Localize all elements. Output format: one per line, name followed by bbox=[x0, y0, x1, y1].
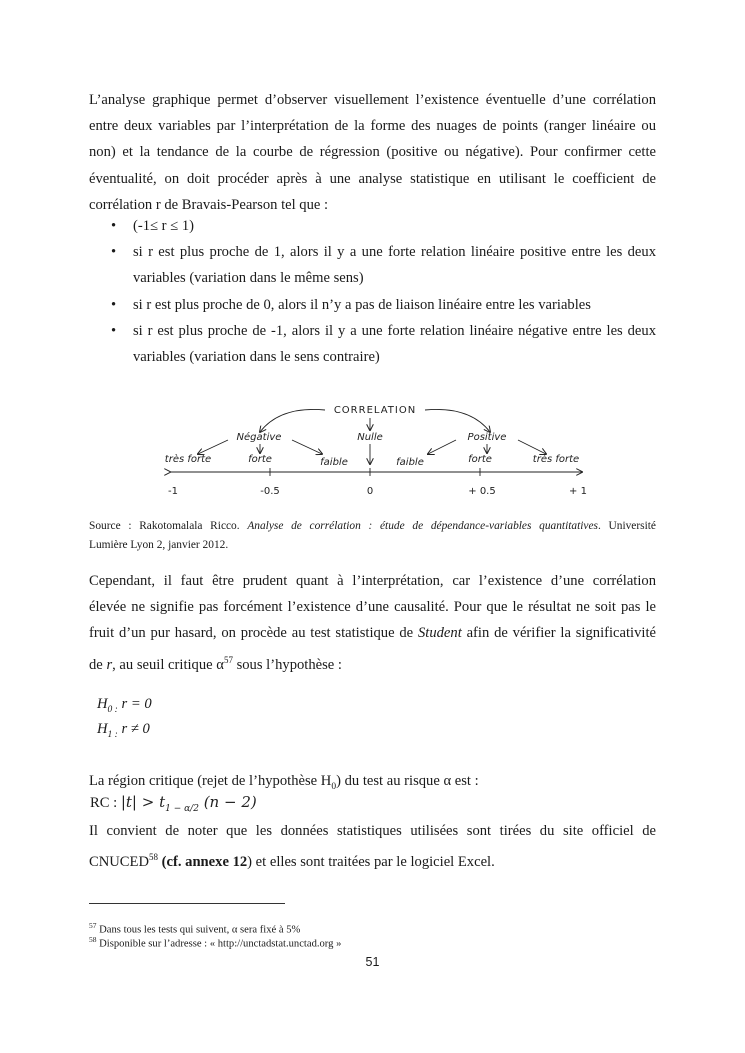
intro-line: L’analyse graphique permet d’observer visuellement l’existence éventuelle d’une corrélation bbox=[89, 92, 656, 108]
correlation-diagram bbox=[150, 398, 600, 498]
intro-line: non) et la tendance de la courbe de régression (positive ou négative). Pour confirmer cette bbox=[89, 144, 656, 161]
arrow-to-positive bbox=[425, 409, 490, 432]
critical-region-text: La région critique (rejet de l’hypothèse $H_0$) du test au risque α est : bbox=[89, 773, 479, 792]
list-item: • (-1≤ r ≤ 1) bbox=[89, 213, 656, 239]
tick-label: 0 bbox=[366, 486, 374, 497]
list-item: • si r est plus proche de 1, alors il y a une forte relation linéaire positive entre les deux variables (variation dans le même sens) bbox=[89, 239, 656, 291]
label-pos-faible: faible bbox=[396, 457, 424, 468]
arrow-neg-faible bbox=[292, 440, 322, 454]
label-pos-tres-forte: très forte bbox=[532, 454, 580, 465]
bullet-icon: • bbox=[111, 296, 117, 313]
list-item: • si r est plus proche de 0, alors il n’y a pas de liaison linéaire entre les variables bbox=[89, 292, 656, 318]
footnote: $^{58}$ Disponible sur l’adresse : « http://unctadstat.unctad.org » bbox=[89, 935, 342, 950]
intro-line: entre deux variables par l’interprétation de la forme des nuages de points (ranger linéaire ou bbox=[89, 118, 656, 135]
tick-label: + 1 bbox=[569, 486, 587, 497]
bullet-icon: • bbox=[111, 322, 117, 339]
arrow-pos-strong bbox=[518, 440, 546, 454]
label-neg-forte: forte bbox=[248, 454, 272, 465]
figure-source: Source : Rakotomalala Ricco. Analyse de corrélation : étude de dépendance-variables quantitatives. Université Lumière Lyon 2, janvier 2012. bbox=[89, 520, 656, 551]
label-pos-forte: forte bbox=[468, 454, 492, 465]
arrow-to-negative bbox=[260, 409, 325, 432]
intro-line: corrélation r de Bravais-Pearson tel que : bbox=[89, 196, 329, 213]
bullet-icon: • bbox=[111, 218, 117, 234]
arrow-neg-strong bbox=[198, 440, 228, 454]
label-neg-tres-forte: très forte bbox=[164, 454, 212, 465]
list-item: • si r est plus proche de -1, alors il y a une forte relation linéaire négative entre les deux variables (variation dans le sens contraire) bbox=[89, 318, 656, 370]
arrow-pos-faible bbox=[428, 440, 456, 454]
conditions-list bbox=[89, 213, 656, 370]
hypothesis-h1: $H_{1 :}$ r ≠ 0 bbox=[97, 721, 150, 740]
bullet-icon: • bbox=[111, 244, 117, 261]
footnote: $^{57}$ Dans tous les tests qui suivent, α sera fixé à 5% bbox=[89, 921, 301, 936]
diagram-title: CORRELATION bbox=[333, 405, 417, 416]
intro-paragraph bbox=[89, 87, 656, 218]
hypothesis-h0: $H_{0 :}$ r = 0 bbox=[97, 696, 152, 715]
label-positive: Positive bbox=[467, 432, 507, 443]
critical-region-formula: RC : $|t| > t_{1 - \alpha/2}$ (n − 2) bbox=[90, 793, 257, 814]
tick-label: + 0.5 bbox=[468, 486, 496, 497]
label-neg-faible: faible bbox=[320, 457, 348, 468]
data-source-paragraph: Il convient de noter que les données statistiques utilisées sont tirées du site officiel de CNUCED$^{58}$ (cf. annexe 12) et elles sont traitées par le logiciel Excel. bbox=[89, 823, 656, 871]
tick-label: -0.5 bbox=[260, 486, 280, 497]
footnote-ref: 57 bbox=[223, 654, 233, 665]
footnote-ref: 58 bbox=[149, 852, 158, 863]
caution-paragraph: Cependant, il faut être prudent quant à l’interprétation, car l’existence d’une corrélation élevée ne signifie pas forcément l’existence d’une causalité. Pour que le résultat ne soit pas le fruit d’un pur hasard, on procède au test statistique de Student afin de vérifier la significativité de r, au seuil critique $\alpha^{57}$ sous l’hypothèse : bbox=[89, 573, 656, 673]
label-null: Nulle bbox=[357, 432, 383, 443]
label-negative: Négative bbox=[236, 432, 282, 443]
page-number: 51 bbox=[365, 955, 380, 969]
tick-label: -1 bbox=[168, 486, 178, 497]
footnote-divider bbox=[89, 903, 285, 904]
intro-line: éventualité, on doit procéder après à une analyse statistique en utilisant le coefficient de bbox=[89, 170, 656, 187]
